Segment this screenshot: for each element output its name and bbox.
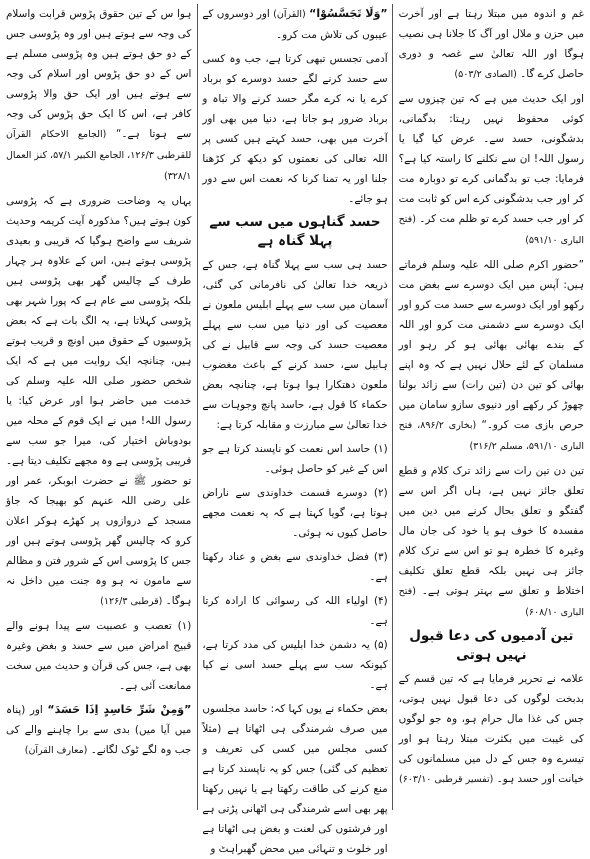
middle-column [197, 4, 392, 855]
quran-quote: ”وَلَا تَجَسَّسُوْا“ [309, 7, 388, 20]
paragraph-text: (۱) تعصب و عصبیت سے پیدا ہونے والے قبیح امراض میں سے حسد و بغض وغیرہ بھی ہے، جس کی قرآن و حدیث میں سخت ممانعت آئی ہے۔ [6, 620, 192, 692]
paragraph [6, 616, 191, 696]
paragraph [399, 4, 584, 85]
list-item: (۵) یہ دشمن خدا ابلیس کی مدد کرتا ہے، کیونکہ سب سے پہلے حسد اسی نے کیا ہے۔ [202, 639, 388, 691]
reference: (القرآن) [273, 9, 306, 20]
reference: (فتح الباری ۵۹۱/۱۰) [398, 214, 584, 246]
paragraph [399, 89, 584, 251]
paragraph-text: تین دن تین رات سے زائد ترک کلام و قطع تعلق جائز نہیں ہے، ہاں اگر اس سے گفتگو و تعلق بحال کرنے میں دین میں مفسدہ کا خوف ہو یا خود کی جان مال وغیرہ کا خطرہ ہو تو اس سے ترک کلام جائز ہی نہیں بلکہ قطع تعلق تکلیف اختلاط و تعلق سے بہتر ہوتی ہے۔ [398, 465, 584, 597]
paragraph: حسد ہی سب سے پہلا گناہ ہے، جس کے ذریعہ خدا تعالیٰ کی نافرمانی کی گئی، آسمان میں سب سے پہلے ابلیس ملعون نے معصیت کی اور دنیا میں سب سے پہلے معصیت حسد کی وجہ سے قابیل نے کی ہابیل سے، حسد کرنے کے باعث مغضوب ملعون دھتکارا ہوا ہوتا ہے، چنانچہ بعض حکماء کا قول ہے، حاسد پانچ وجوہات سے خدا تعالیٰ سے مبارزت و مقابلہ کرتا ہے: [202, 259, 388, 431]
paragraph [6, 700, 191, 761]
paragraph-text: غم و اندوہ میں مبتلا رہتا ہے اور آخرت میں حزن و ملال اور آگ کا جلانا ہی نصیب ہوگا اور اللہ تعالیٰ سے غصہ و دوری حاصل کرے گا۔ [398, 8, 584, 80]
paragraph [399, 255, 584, 457]
reference: (بخاری ۸۹۶/۲، فتح الباری ۵۹۱/۱۰، مسلم ۳۱۶/۲) [398, 420, 584, 452]
paragraph [6, 191, 191, 612]
paragraph [399, 461, 584, 623]
section-heading: حسد گناہوں میں سب سے پہلا گناہ ہے [209, 214, 381, 249]
paragraph-text: علامہ نے تحریر فرمایا ہے کہ تین قسم کے بدبخت لوگوں کی دعا قبول نہیں ہوتی، جس کی غذا مال حرام ہو، وہ جو لوگوں کی غیبت میں بکثرت مبتلا رہتا ہو اور تیسرے وہ جس کے دل میں مسلمانوں کی خیانت اور حسد ہو۔ [398, 673, 584, 785]
right-column [6, 4, 191, 810]
list-item: (۱) حاسد اس نعمت کو ناپسند کرتا ہے جو اس کے غیر کو حاصل ہوئی۔ [202, 443, 388, 475]
reference: (فتح الباری ۶۰۸/۱۰) [398, 586, 584, 618]
paragraph-text: ہوا س کے تین حقوق پڑوس قرابت واسلام کی وجہ سے ہوتے ہیں اور وہ پڑوسی جس کے دو حق ہوتے ہیں وہ پڑوسی مسلم ہے اس کے دو حق پڑوس اور اسلام کی وجہ سے ہوتے ہیں اور ایک حق والا پڑوسی کافر ہے، اس کا ایک حق پڑوس کی وجہ سے ہوتا ہے۔“ [6, 8, 192, 140]
list-item: (۴) اولیاء اللہ کی رسوائی کا ارادہ کرتا ہے۔ [202, 595, 388, 627]
reference: (معارف القرآن) [24, 745, 88, 756]
reference: (الجامع الاحکام القرآن للقرطبی ۱۲۶/۳، الجامع الکبیر ۵۷/۱، کنز العمال ۳۲۸/۱) [5, 129, 192, 182]
list-item: (۲) دوسرے قسمت خداوندی سے ناراض ہوتا ہے، گویا کہتا ہے کہ یہ نعمت مجھے حاصل کیوں نہ ہوئی۔ [202, 487, 388, 539]
reference: (تفسیر قرطبی ۶۰۳/۱۰) [398, 774, 494, 785]
paragraph [399, 669, 584, 790]
paragraph-text: اور (پناہ میں آیا میں) بدی سے برا چاہنے والے کی جب وہ لگے ٹوک لگانے۔ [6, 704, 192, 756]
paragraph-text: ”حضور اکرم صلی اللہ علیہ وسلم فرماتے ہیں: آپس میں ایک دوسرے سے بغض مت رکھو اور ایک دوسرے سے حسد مت کرو اور ایک دوسرے سے دشمنی مت کرو اور اللہ کے بندے بھائی بھائی ہو کر رہو اور مسلمان کے لئے حلال نہیں ہے کہ وہ اپنے بھائی کو تین دن (تین رات) سے زائد بولنا چھوڑ کر رکھے اور دنیوی سازو سامان میں حرص بازی مت کرو۔“ [398, 259, 584, 431]
paragraph-text: اور دوسروں کے عیبوں کی تلاش مت کرو۔ [202, 8, 388, 41]
paragraph: بعض حکماء نے یوں کہا کہ: حاسد مجلسوں میں صرف شرمندگی ہی اٹھاتا ہے (مثلاً کسی مجلس میں کسی کی تعریف و تعظیم کی گئی) جس کو یہ ناپسند کرتا ہے منع کرنے کی طاقت رکھتا ہے یا نہیں رکھتا پھر بھی اسے شرمندگی ہی اٹھانی پڑتی ہے اور فرشتوں کی لعنت و بغض ہی اٹھاتا ہے اور خلوت و تنہائی میں محض گھبراہٹ و [202, 703, 388, 855]
list-item: (۳) فضل خداوندی سے بغض و عناد رکھتا ہے۔ [202, 551, 388, 583]
paragraph-text: یہاں یہ وضاحت ضروری ہے کہ پڑوسی کون ہوتے ہیں؟ مذکورہ آیت کریمہ وحدیث شریف سے واضح ہوگیا کہ قریبی و بعیدی پڑوسی ہوتے ہیں، اس کے علاوہ ہر چہار طرف کے چالیس گھر بھی پڑوسی ہیں بلکہ پڑوسی سے عام ہے کہ پورا شہر بھی پڑوسی کہلاتا ہے، یہ الگ بات ہے کہ بعض پڑوسیوں کے حقوق میں اونچ و قریب ہوتے ہیں، چنانچہ ایک روایت میں ہے کہ ایک شخص حضور صلی اللہ علیہ وسلم کی خدمت میں حاضر ہوا اور عرض کیا: یا رسول اللہ! میں نے ایک قوم کے محلہ میں بودوباش اختیار کی، میرا جو سب سے قریبی پڑوسی ہے وہ مجھے تکلیف دیتا ہے۔ تو حضور ﷺ نے حضرت ابوبکر، عمر اور علی رضی اللہ عنہم کو بھیجا کہ جاؤ مسجد کے دروازوں پر کھڑے ہوکر اعلان کرو کہ چالیس گھر پڑوسی ہوتے ہیں اور جس کا پڑوسی اس کے شرور فتن و مظالم سے مامون نہ ہو وہ جنت میں داخل نہ ہوگا۔ [6, 195, 192, 607]
section-heading: تین آدمیوں کی دعا قبول نہیں ہوتی [409, 628, 574, 663]
paragraph-text: اور ایک حدیث میں ہے کہ تین چیزوں سے کوئی محفوظ نہیں رہتا: بدگمانی، بدشگونی، حسد سے۔ عرض کیا گیا یا رسول اللہ! ان سے نکلنے کا راستہ کیا ہے؟ فرمایا: جب تو بدگمانی کرے تو دوبارہ مت کر اور جب بدشگونی کرے اس کو ثابت مت کر اور جب حسد کرے تو ظلم مت کر۔ [398, 93, 584, 225]
paragraph [202, 4, 387, 45]
left-column [399, 4, 584, 810]
paragraph: آدمی تجسس تبھی کرتا ہے، جب وہ کسی سے حسد کرنے لگے حسد دوسرے کو برباد کرے یا نہ کرے مگر حسد کرنے والا تباہ و برباد ضرور ہو جاتا ہے، دنیا میں بھی اور آخرت میں بھی، حسد کہتے ہیں کسی پر اللہ تعالی کی نعمتوں کو دیکھ کر کڑھنا جلنا اور یہ تمنا کرنا کہ نعمت اس سے دور ہو جائے۔ [202, 53, 388, 205]
reference: (قرطبی ۱۲۶/۳) [100, 596, 163, 607]
paragraph [6, 4, 191, 187]
reference: (الصادی ۵۰۳/۲) [454, 69, 517, 80]
quran-quote: ”وَمِنْ شَرِّ حَاسِدٍ اِذَا حَسَدَ“ [47, 703, 192, 716]
